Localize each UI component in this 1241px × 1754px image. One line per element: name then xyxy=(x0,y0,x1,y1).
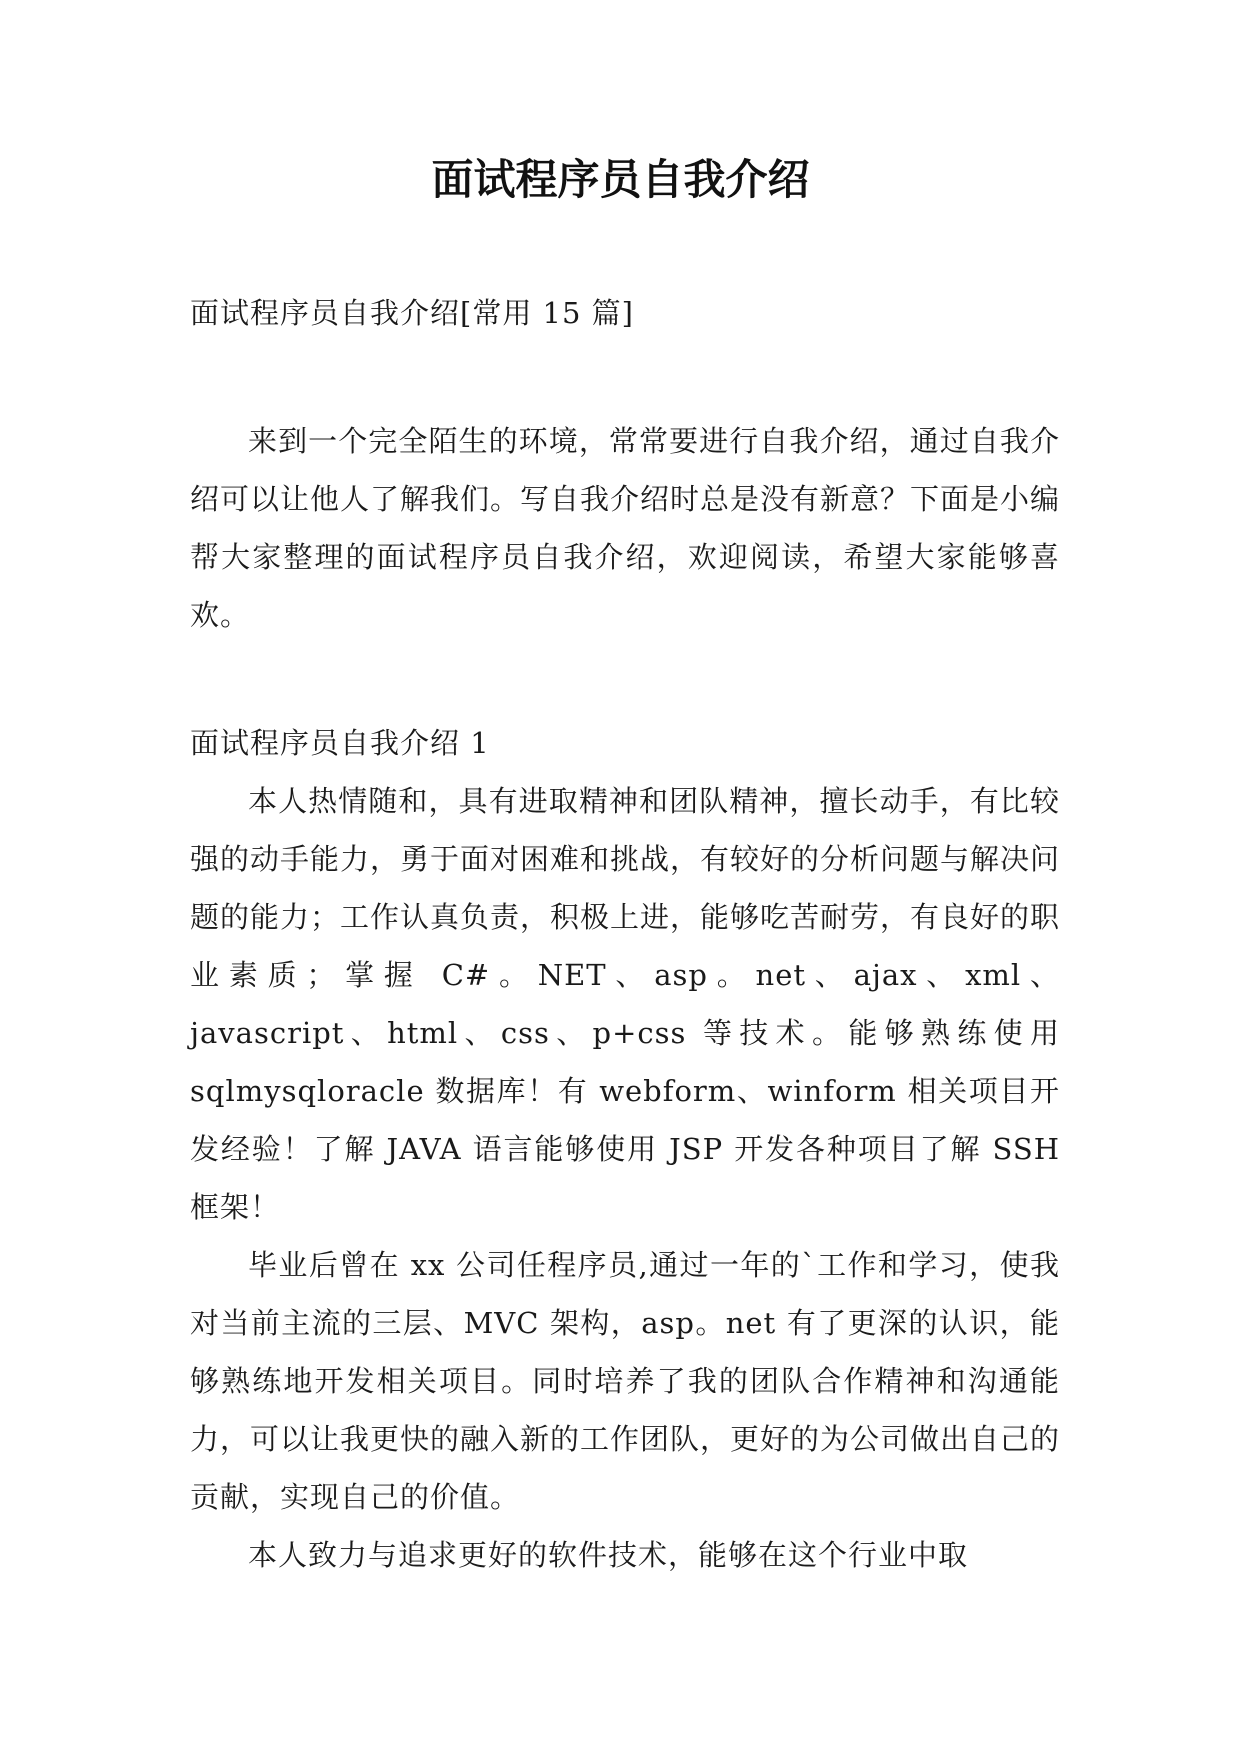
document-title: 面试程序员自我介绍 xyxy=(431,155,810,204)
section-paragraph: 毕业后曾在 xx 公司任程序员,通过一年的`工作和学习，使我对当前主流的三层、MVC 架构，asp。net 有了更深的认识，能够熟练地开发相关项目。同时培养了我的团队合作精神和沟通能力，可以让我更快的融入新的工作团队，更好的为公司做出自己的贡献，实现自己的价值。 xyxy=(190,1248,1061,1514)
spacer xyxy=(190,644,1060,714)
document-subtitle: 面试程序员自我介绍[常用 15 篇] xyxy=(190,296,634,330)
intro-paragraph: 来到一个完全陌生的环境，常常要进行自我介绍，通过自我介绍可以让他人了解我们。写自我介绍时总是没有新意？下面是小编帮大家整理的面试程序员自我介绍，欢迎阅读，希望大家能够喜欢。 xyxy=(190,424,1061,632)
section-paragraph: 本人致力与追求更好的软件技术，能够在这个行业中取 xyxy=(248,1538,969,1572)
document-body xyxy=(190,284,1060,1584)
section-heading: 面试程序员自我介绍 1 xyxy=(190,726,490,760)
spacer xyxy=(190,342,1060,412)
section-paragraph: 本人热情随和，具有进取精神和团队精神，擅长动手，有比较强的动手能力，勇于面对困难和挑战，有较好的分析问题与解决问题的能力；工作认真负责，积极上进，能够吃苦耐劳，有良好的职业素质；掌握 C#。NET、asp。net、ajax、xml、javascript、html、css、p+css 等技术。能够熟练使用 sqlmysqloracle 数据库！有 webform、winform 相关项目开发经验！了解 JAVA 语言能够使用 JSP 开发各种项目了解 SSH 框架！ xyxy=(190,784,1061,1224)
